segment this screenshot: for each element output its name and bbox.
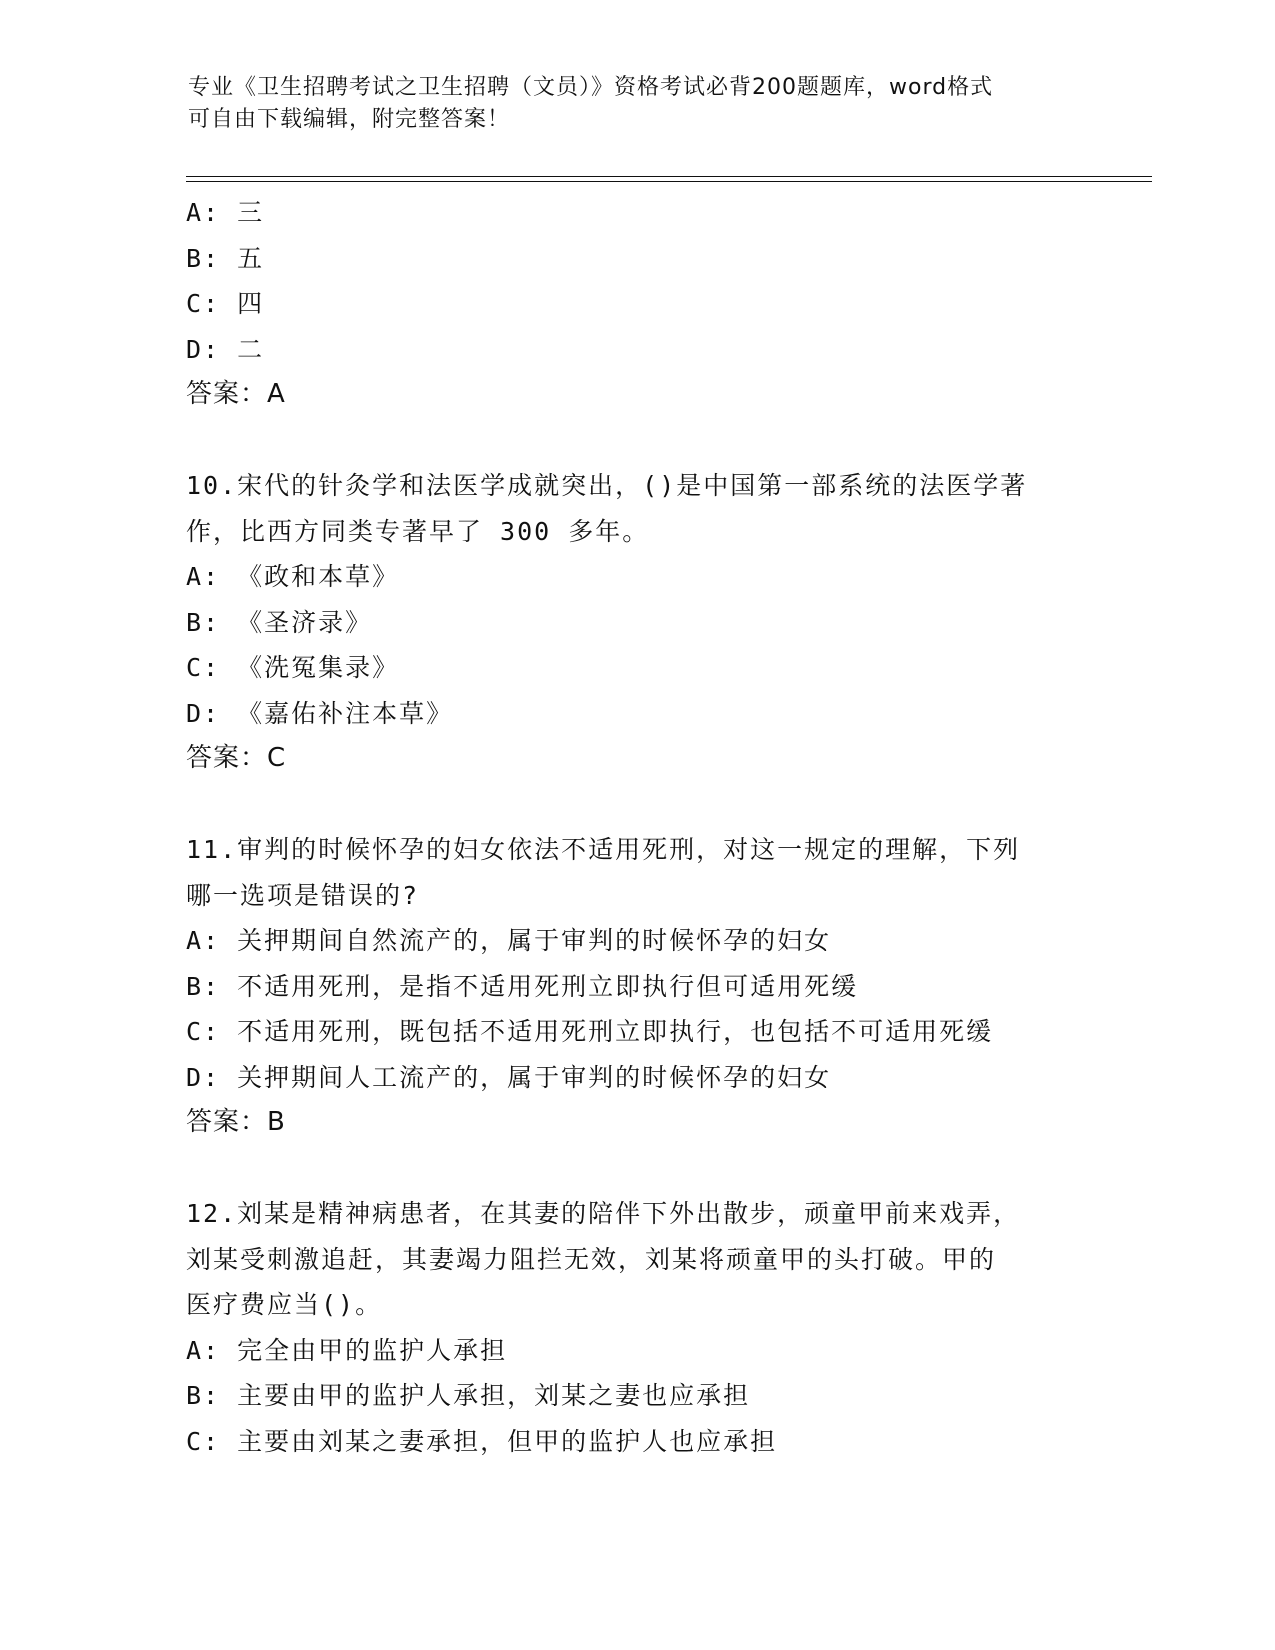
answer: 答案：B — [186, 1107, 286, 1137]
question-block-12 — [186, 1191, 1086, 1464]
header-line-1: 专业《卫生招聘考试之卫生招聘（文员）》资格考试必背200题题库，word格式 — [188, 75, 994, 100]
header-rule-bottom — [186, 181, 1152, 182]
question-stem-line: 医疗费应当()。 — [186, 1290, 383, 1319]
option-c: C: 不适用死刑，既包括不适用死刑立即执行，也包括不可适用死缓 — [186, 1017, 994, 1046]
option-d: D: 二 — [186, 334, 265, 364]
question-stem-line: 11.审判的时候怀孕的妇女依法不适用死刑，对这一规定的理解，下列 — [186, 835, 1021, 864]
option-a: A: 完全由甲的监护人承担 — [186, 1335, 508, 1365]
option-d: D: 《嘉佑补注本草》 — [186, 698, 454, 728]
question-stem-line: 10.宋代的针灸学和法医学成就突出，()是中国第一部系统的法医学著 — [186, 471, 1028, 500]
question-stem-line: 哪一选项是错误的? — [186, 880, 420, 910]
header-rule-top — [186, 176, 1152, 177]
option-b: B: 不适用死刑，是指不适用死刑立即执行但可适用死缓 — [186, 971, 859, 1001]
question-stem-line: 刘某受刺激追赶，其妻竭力阻拦无效，刘某将顽童甲的头打破。甲的 — [186, 1244, 997, 1274]
answer: 答案：C — [186, 743, 287, 773]
option-c: C: 《洗冤集录》 — [186, 653, 400, 682]
option-b: B: 主要由甲的监护人承担，刘某之妻也应承担 — [186, 1381, 751, 1410]
option-b: B: 五 — [186, 243, 265, 273]
document-header — [188, 72, 1088, 136]
option-c: C: 四 — [186, 289, 265, 318]
option-c: C: 主要由刘某之妻承担，但甲的监护人也应承担 — [186, 1426, 778, 1456]
option-d: D: 关押期间人工流产的，属于审判的时候怀孕的妇女 — [186, 1062, 832, 1092]
answer: 答案：A — [186, 379, 286, 409]
question-block-prev — [186, 190, 1086, 417]
header-line-2: 可自由下载编辑，附完整答案！ — [188, 107, 511, 132]
option-b: B: 《圣济录》 — [186, 607, 373, 637]
option-a: A: 《政和本草》 — [186, 562, 400, 591]
question-stem-line: 12.刘某是精神病患者，在其妻的陪伴下外出散步，顽童甲前来戏弄， — [186, 1199, 1021, 1228]
question-stem-line: 作，比西方同类专著早了 300 多年。 — [186, 516, 650, 546]
question-block-10 — [186, 463, 1086, 781]
question-block-11 — [186, 827, 1086, 1145]
question-list — [186, 190, 1086, 1464]
option-a: A: 三 — [186, 198, 265, 227]
option-a: A: 关押期间自然流产的，属于审判的时候怀孕的妇女 — [186, 926, 832, 955]
